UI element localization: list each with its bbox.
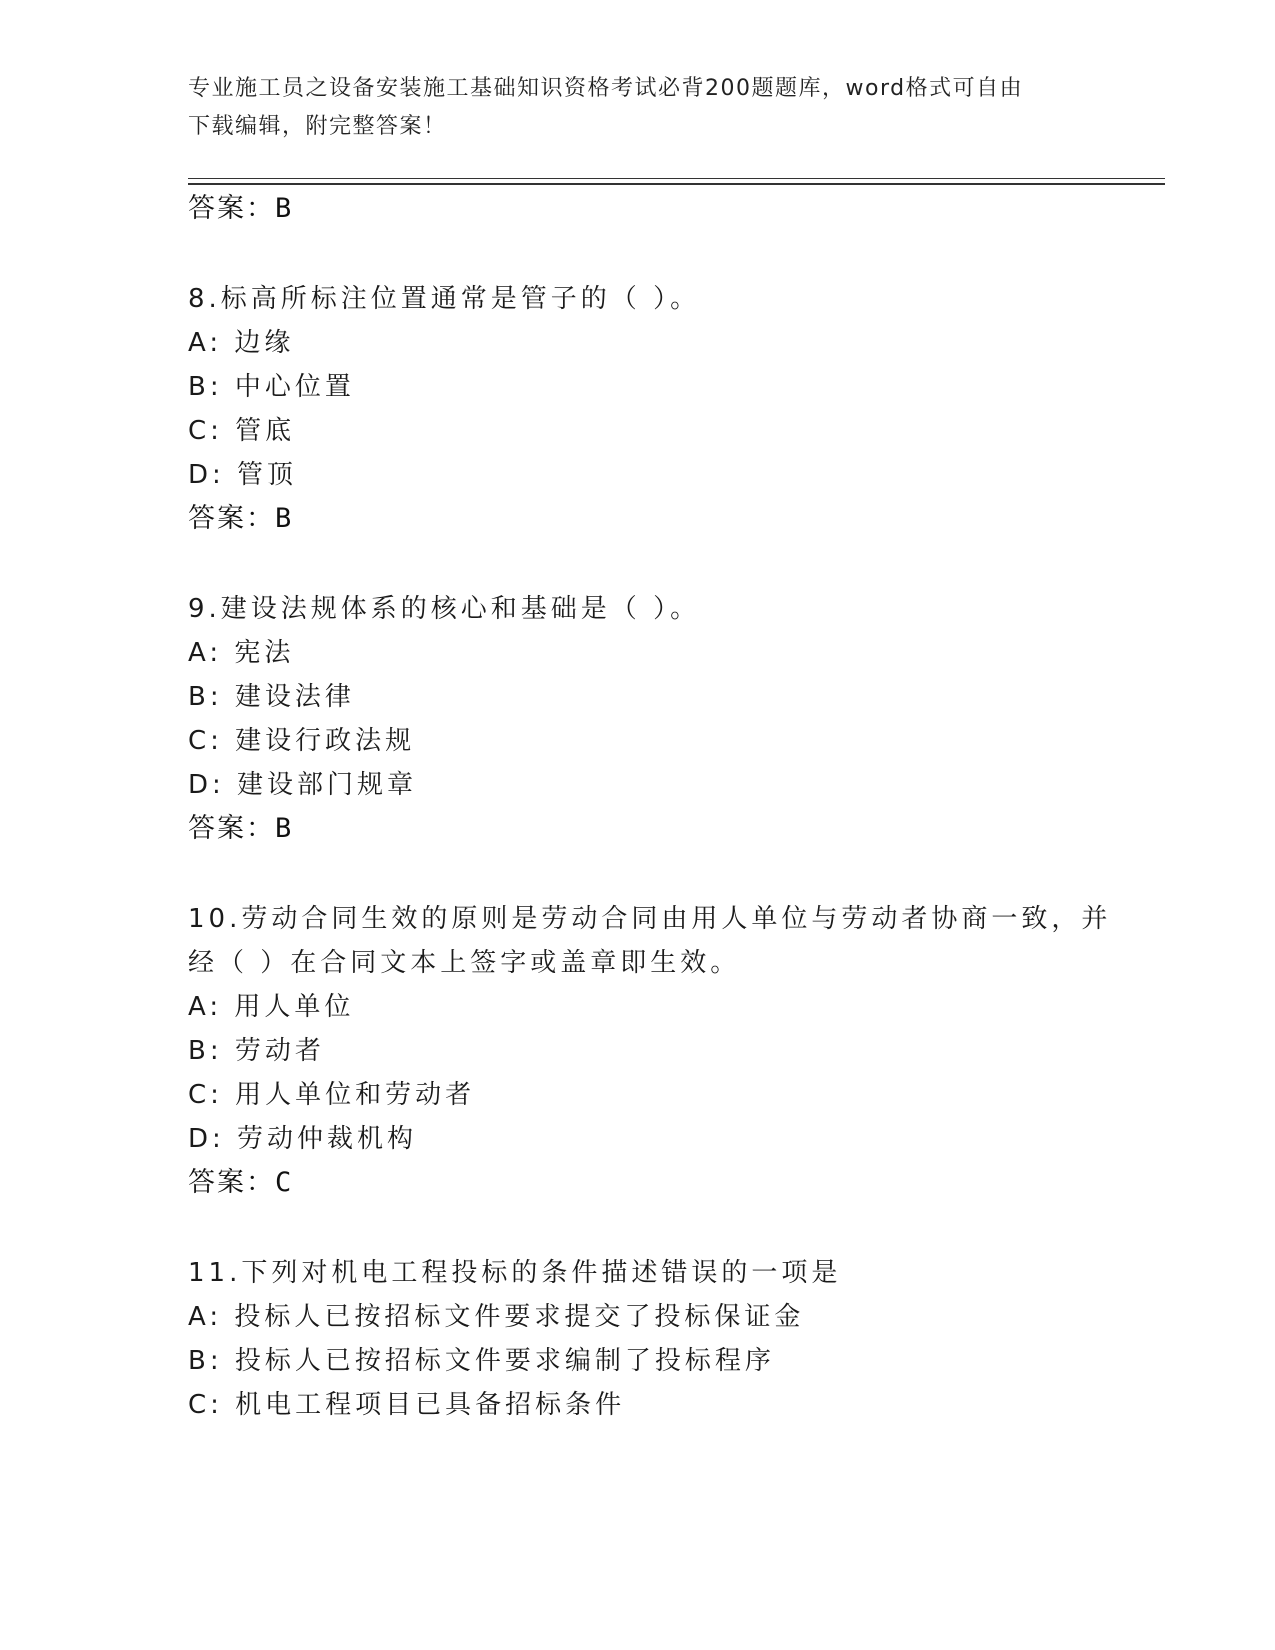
answer-value: C [275,1167,292,1198]
answer-value: B [275,813,292,844]
question-9-stem: 9.建设法规体系的核心和基础是（ ）。 [188,594,701,624]
header-divider-thin [188,178,1165,179]
answer-line-q10 [188,1166,291,1200]
question-9-option-d: D: 建设部门规章 [188,770,418,800]
question-10-stem-line-1: 10.劳动合同生效的原则是劳动合同由用人单位与劳动者协商一致，并 [188,904,1112,934]
document-header [188,70,1088,146]
answer-label: 答案： [188,1167,275,1198]
question-8-stem: 8.标高所标注位置通常是管子的（ ）。 [188,284,701,314]
question-8-option-d: D: 管顶 [188,460,298,490]
answer-line-q7 [188,192,291,226]
question-10-option-b: B: 劳动者 [188,1036,325,1066]
question-11-option-c: C: 机电工程项目已具备招标条件 [188,1390,626,1420]
question-11-option-b: B: 投标人已按招标文件要求编制了投标程序 [188,1346,775,1376]
question-8-option-c: C: 管底 [188,416,296,446]
question-11-option-a: A: 投标人已按招标文件要求提交了投标保证金 [188,1302,805,1332]
question-9-option-a: A: 宪法 [188,638,295,668]
question-10-option-d: D: 劳动仲裁机构 [188,1124,418,1154]
header-line-1: 专业施工员之设备安装施工基础知识资格考试必背200题题库，word格式可自由 [188,76,1024,101]
question-8-option-a: A: 边缘 [188,328,295,358]
question-9-option-b: B: 建设法律 [188,682,355,712]
header-line-2: 下载编辑，附完整答案！ [188,114,447,139]
answer-label: 答案： [188,193,275,224]
question-8-option-b: B: 中心位置 [188,372,355,402]
answer-value: B [275,193,292,224]
question-9-option-c: C: 建设行政法规 [188,726,416,756]
answer-label: 答案： [188,813,275,844]
question-10-option-c: C: 用人单位和劳动者 [188,1080,476,1110]
question-10-stem-line-2: 经（ ）在合同文本上签字或盖章即生效。 [188,948,741,978]
question-11-stem: 11.下列对机电工程投标的条件描述错误的一项是 [188,1258,842,1288]
answer-line-q9 [188,812,291,846]
answer-label: 答案： [188,503,275,534]
header-divider-thick [188,183,1165,185]
question-10-option-a: A: 用人单位 [188,992,355,1022]
answer-value: B [275,503,292,534]
answer-line-q8 [188,502,291,536]
